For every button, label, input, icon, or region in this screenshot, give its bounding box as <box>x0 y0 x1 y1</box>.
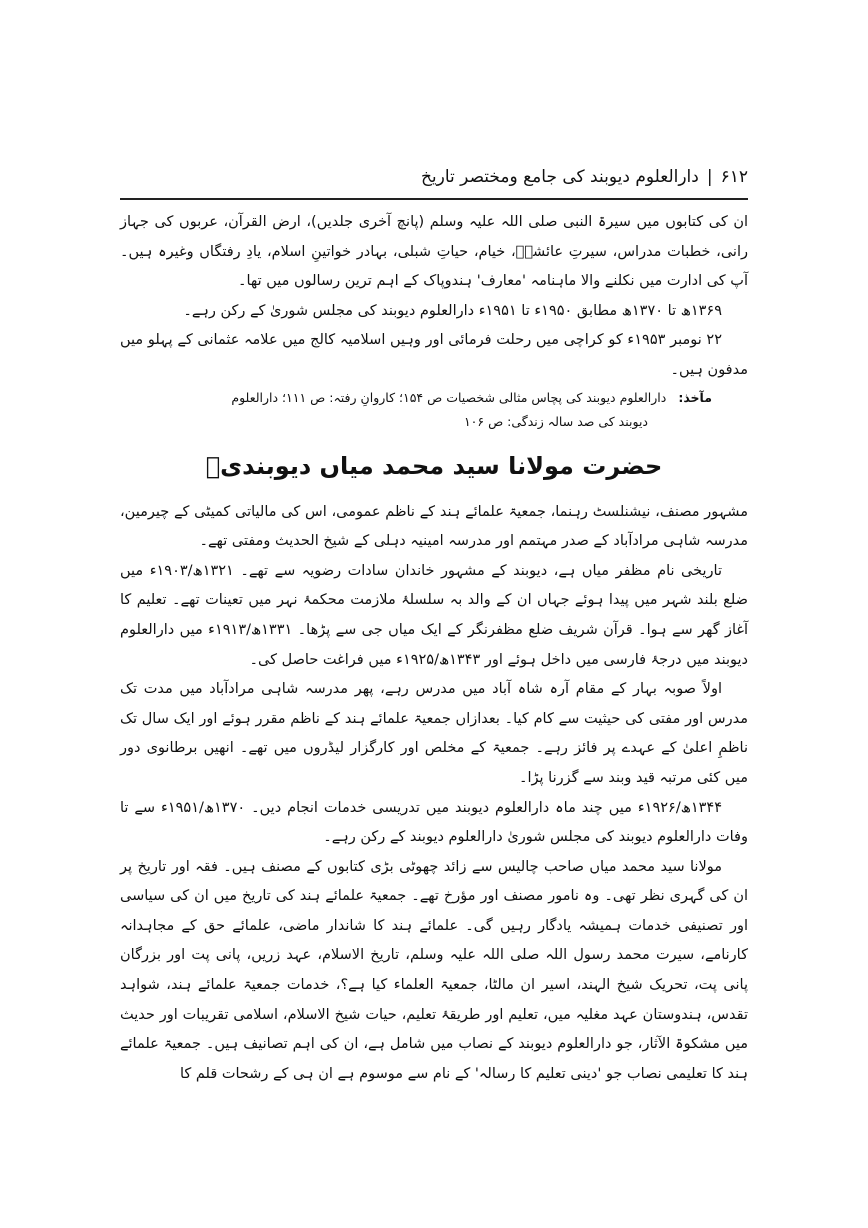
header-separator: | <box>706 167 713 187</box>
prev-entry-paragraph-1: ان کی کتابوں میں سیرۃ النبی صلی اللہ علیہ وسلم (پانچ آخری جلدیں)، ارض القرآن، عربوں کی جہاز رانی، خطبات مدراس، سیرتِ عائشہؓ، خیام، حیاتِ شبلی، بہادر خواتینِ اسلام، یادِ رفتگاں وغیرہ ہیں۔ آپ کی ادارت میں نکلنے والا ماہنامہ 'معارف' ہندوپاک کے اہم ترین رسالوں میں تھا۔ <box>120 214 748 290</box>
sources-line-2: دیوبند کی صد سالہ زندگی: ص ۱۰۶ <box>463 413 648 429</box>
header-rule <box>120 198 748 200</box>
sources-block <box>120 386 748 434</box>
entry-paragraph-2: تاریخی نام مظفر میاں ہے، دیوبند کے مشہور خاندان سادات رضویہ سے تھے۔ ۱۳۲۱ھ/۱۹۰۳ء میں ضلع بلند شہر میں پیدا ہوئے جہاں ان کے والد بہ سلسلۂ ملازمت محکمۂ نہر میں تعینات تھے۔ تعلیم کا آغاز گھر سے ہوا۔ قرآن شریف ضلع مظفرنگر کے ایک میاں جی سے پڑھا۔ ۱۳۳۱ھ/۱۹۱۳ء میں دارالعلوم دیوبند میں درجۂ فارسی میں داخل ہوئے اور ۱۳۴۳ھ/۱۹۲۵ء میں فراغت حاصل کی۔ <box>120 562 749 668</box>
entry-paragraph-5: مولانا سید محمد میاں صاحب چالیس سے زائد چھوٹی بڑی کتابوں کے مصنف ہیں۔ فقہ اور تاریخ پر ان کی گہری نظر تھی۔ وہ نامور مصنف اور مؤرخ تھے۔ جمعیۃ علمائے ہند کی تاریخ میں ان کی سیاسی اور تصنیفی خدمات ہمیشہ یادگار رہیں گی۔ علمائے ہند کا شاندار ماضی، علمائے حق کے مجاہدانہ کارنامے، سیرت محمد رسول اللہ صلی اللہ علیہ وسلم، تاریخ الاسلام، عہد زریں، پانی پت اور بزرگان پانی پت، تحریک شیخ الہند، اسیر ان مالٹا، جمعیۃ العلماء کیا ہے؟، خدمات جمعیۃ علمائے ہند، شواہد تقدس، ہندوستان عہد مغلیہ میں، تعلیم اور طریقۂ تعلیم، حیات شیخ الاسلام، اسلامی تقریبات اور حدیث میں مشکوۃ الآثار، جو دارالعلوم دیوبند کے نصاب میں شامل ہے، ان کی اہم تصانیف ہیں۔ جمعیۃ علمائے ہند کا تعلیمی نصاب جو 'دینی تعلیم کا رسالہ' کے نام سے موسوم ہے ان ہی کے رشحات قلم کا <box>120 858 748 1082</box>
prev-entry-paragraph-2: ۱۳۶۹ھ تا ۱۳۷۰ھ مطابق ۱۹۵۰ء تا ۱۹۵۱ء دارالعلوم دیوبند کی مجلس شوریٰ کے رکن رہے۔ <box>183 302 722 319</box>
sources-line-1: دارالعلوم دیوبند کی پچاس مثالی شخصیات ص ۱۵۴؛ کاروانِ رفتہ: ص ۱۱۱؛ دارالعلوم <box>231 389 667 405</box>
entry-paragraph-3: اولاً صوبہ بہار کے مقام آرہ شاہ آباد میں مدرس رہے، پھر مدرسہ شاہی مرادآباد میں مدت تک مدرس اور مفتی کی حیثیت سے کام کیا۔ بعدازاں جمعیۃ علمائے ہند کے ناظم مقرر ہوئے اور ایک سال تک ناظمِ اعلیٰ کے عہدے پر فائز رہے۔ جمعیۃ کے مخلص اور کارگزار لیڈروں میں تھے۔ انھیں برطانوی دور میں کئی مرتبہ قید وبند سے گزرنا پڑا۔ <box>120 681 748 786</box>
entry-paragraph-1: مشہور مصنف، نیشنلسٹ رہنما، جمعیۃ علمائے ہند کے ناظم عمومی، اس کی مالیاتی کمیٹی کے چیرمین، مدرسہ شاہی مرادآباد کے صدر مہتمم اور مدرسہ امینیہ دہلی کے شیخ الحدیث ومفتی تھے۔ <box>120 503 748 550</box>
book-title: دارالعلوم دیوبند کی جامع ومختصر تاریخ <box>420 167 699 187</box>
sources-label: مآخذ: <box>678 389 712 405</box>
prev-entry-paragraph-3: ۲۲ نومبر ۱۹۵۳ء کو کراچی میں رحلت فرمائی اور وہیں اسلامیہ کالج میں علامہ عثمانی کے پہلو میں مدفون ہیں۔ <box>120 332 748 378</box>
page-number: ۶۱۲ <box>720 167 748 187</box>
running-header <box>120 160 748 194</box>
entry-paragraph-4: ۱۳۴۴ھ/۱۹۲۶ء میں چند ماہ دارالعلوم دیوبند میں تدریسی خدمات انجام دیں۔ ۱۳۷۰ھ/۱۹۵۱ء سے تا وفات دارالعلوم دیوبند کی مجلس شوریٰ دارالعلوم دیوبند کے رکن رہے۔ <box>120 799 748 846</box>
section-heading: حضرت مولانا سید محمد میاں دیوبندیؒ <box>205 451 663 480</box>
page-body <box>120 208 748 1089</box>
